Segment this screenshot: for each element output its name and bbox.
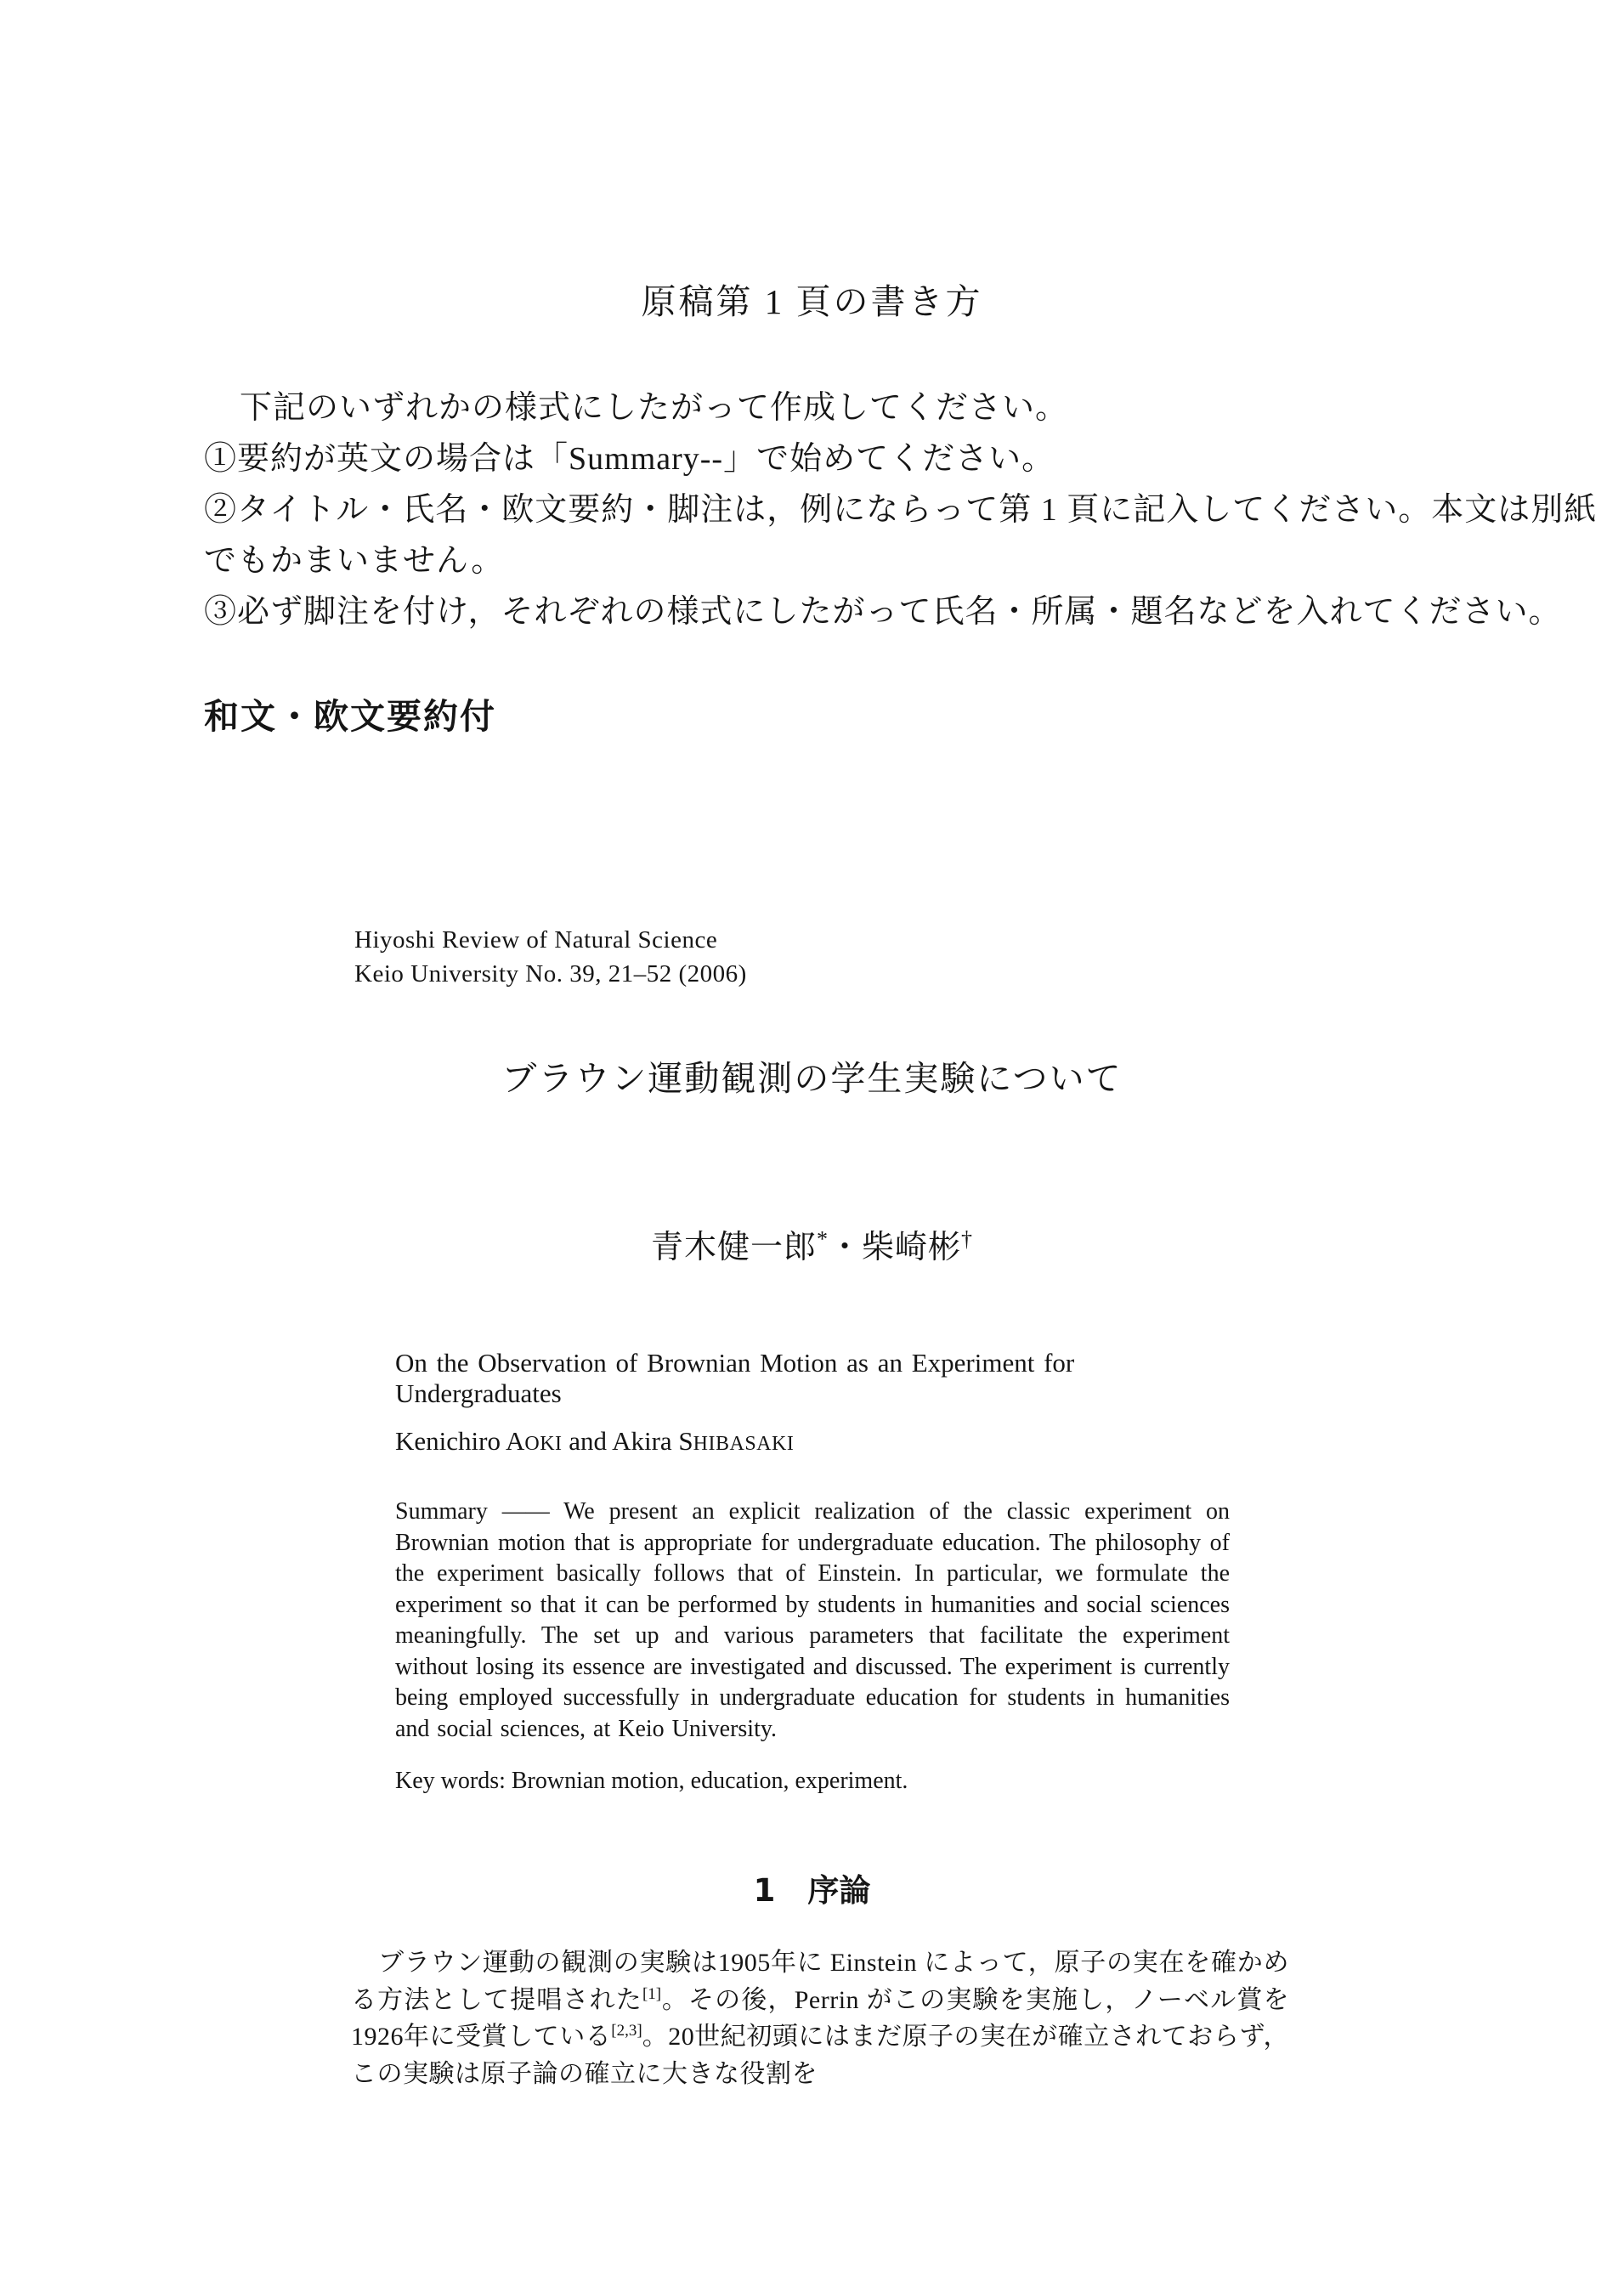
keywords-line: Key words: Brownian motion, education, experiment. [395, 1768, 908, 1794]
section-number: 1 [753, 1872, 776, 1909]
author-name-ja: 柴崎彬 [862, 1230, 962, 1265]
body-text: ブラウン運動の観測の実験は1905年に Einstein によって，原子の実在を確かめる方法として提唱された [351, 1949, 1289, 2014]
body-text: 。その後，Perrin がこの実験を実施し，ノーベル賞を1926年に受賞している [351, 1985, 1290, 2051]
abstract-paragraph: Summary —— We present an explicit realization of the classic experiment on Brownian motion that is appropriate for undergraduate education. The philosophy of the experiment basically follows that of Einstein. In particular, we formulate the experiment so that it can be performed by students in humanities and social sciences meaningfully. The set up and various parameters that facilitate the experiment without losing its essence are investigated and discussed. The experiment is currently being employed successfully in undergraduate education for students in humanities and social sciences, at Keio University. [395, 1498, 1230, 1742]
author-name-smallcaps: OKI [524, 1433, 563, 1455]
journal-issue: Keio University No. 39, 21–52 (2006) [354, 960, 747, 988]
section-heading [0, 1865, 1624, 1910]
journal-header [354, 923, 747, 991]
author-name-en: Kenichiro A [395, 1426, 525, 1456]
paper-title-english: On the Observation of Brownian Motion as an Experiment for Undergraduates [395, 1348, 1075, 1408]
instruction-line: 下記のいずれかの様式にしたがって作成してください。 [240, 390, 1069, 426]
author-name-smallcaps: HIBASAKI [693, 1433, 795, 1455]
dagger-footnote-mark: † [961, 1226, 974, 1252]
citation-reference: [1] [642, 1984, 662, 2003]
style-variant-label: 和文・欧文要約付 [204, 697, 496, 736]
guide-title: 原稿第 1 頁の書き方 [641, 282, 983, 321]
body-paragraph [351, 1944, 1289, 2092]
body-text: 。20世紀初頭にはまだ原子の実在が確立されておらず，この実験は原子論の確立に大きな役割を [351, 2023, 1289, 2088]
journal-name: Hiyoshi Review of Natural Science [354, 926, 718, 954]
author-name-ja: 青木健一郎 [650, 1230, 817, 1265]
paper-authors-english [395, 1426, 794, 1457]
instruction-line: でもかまいません。 [204, 543, 505, 579]
paper-title-japanese: ブラウン運動観測の学生実験について [501, 1058, 1123, 1099]
author-name-en: and Akira S [562, 1426, 693, 1456]
instruction-line: ①要約が英文の場合は「Summary--」で始めてください。 [204, 441, 1055, 477]
instruction-line: ③必ず脚注を付け，それぞれの様式にしたがって氏名・所属・題名などを入れてください。 [204, 594, 1562, 630]
guide-instructions [204, 382, 1598, 637]
author-separator: ・ [828, 1230, 862, 1265]
citation-reference: [2,3] [611, 2022, 642, 2040]
instruction-line: ②タイトル・氏名・欧文要約・脚注は，例にならって第 1 頁に記入してください。本文は別紙 [204, 492, 1598, 528]
paper-authors-japanese [0, 1220, 1624, 1267]
section-title: 序論 [807, 1872, 871, 1909]
asterisk-footnote-mark: * [816, 1226, 829, 1252]
